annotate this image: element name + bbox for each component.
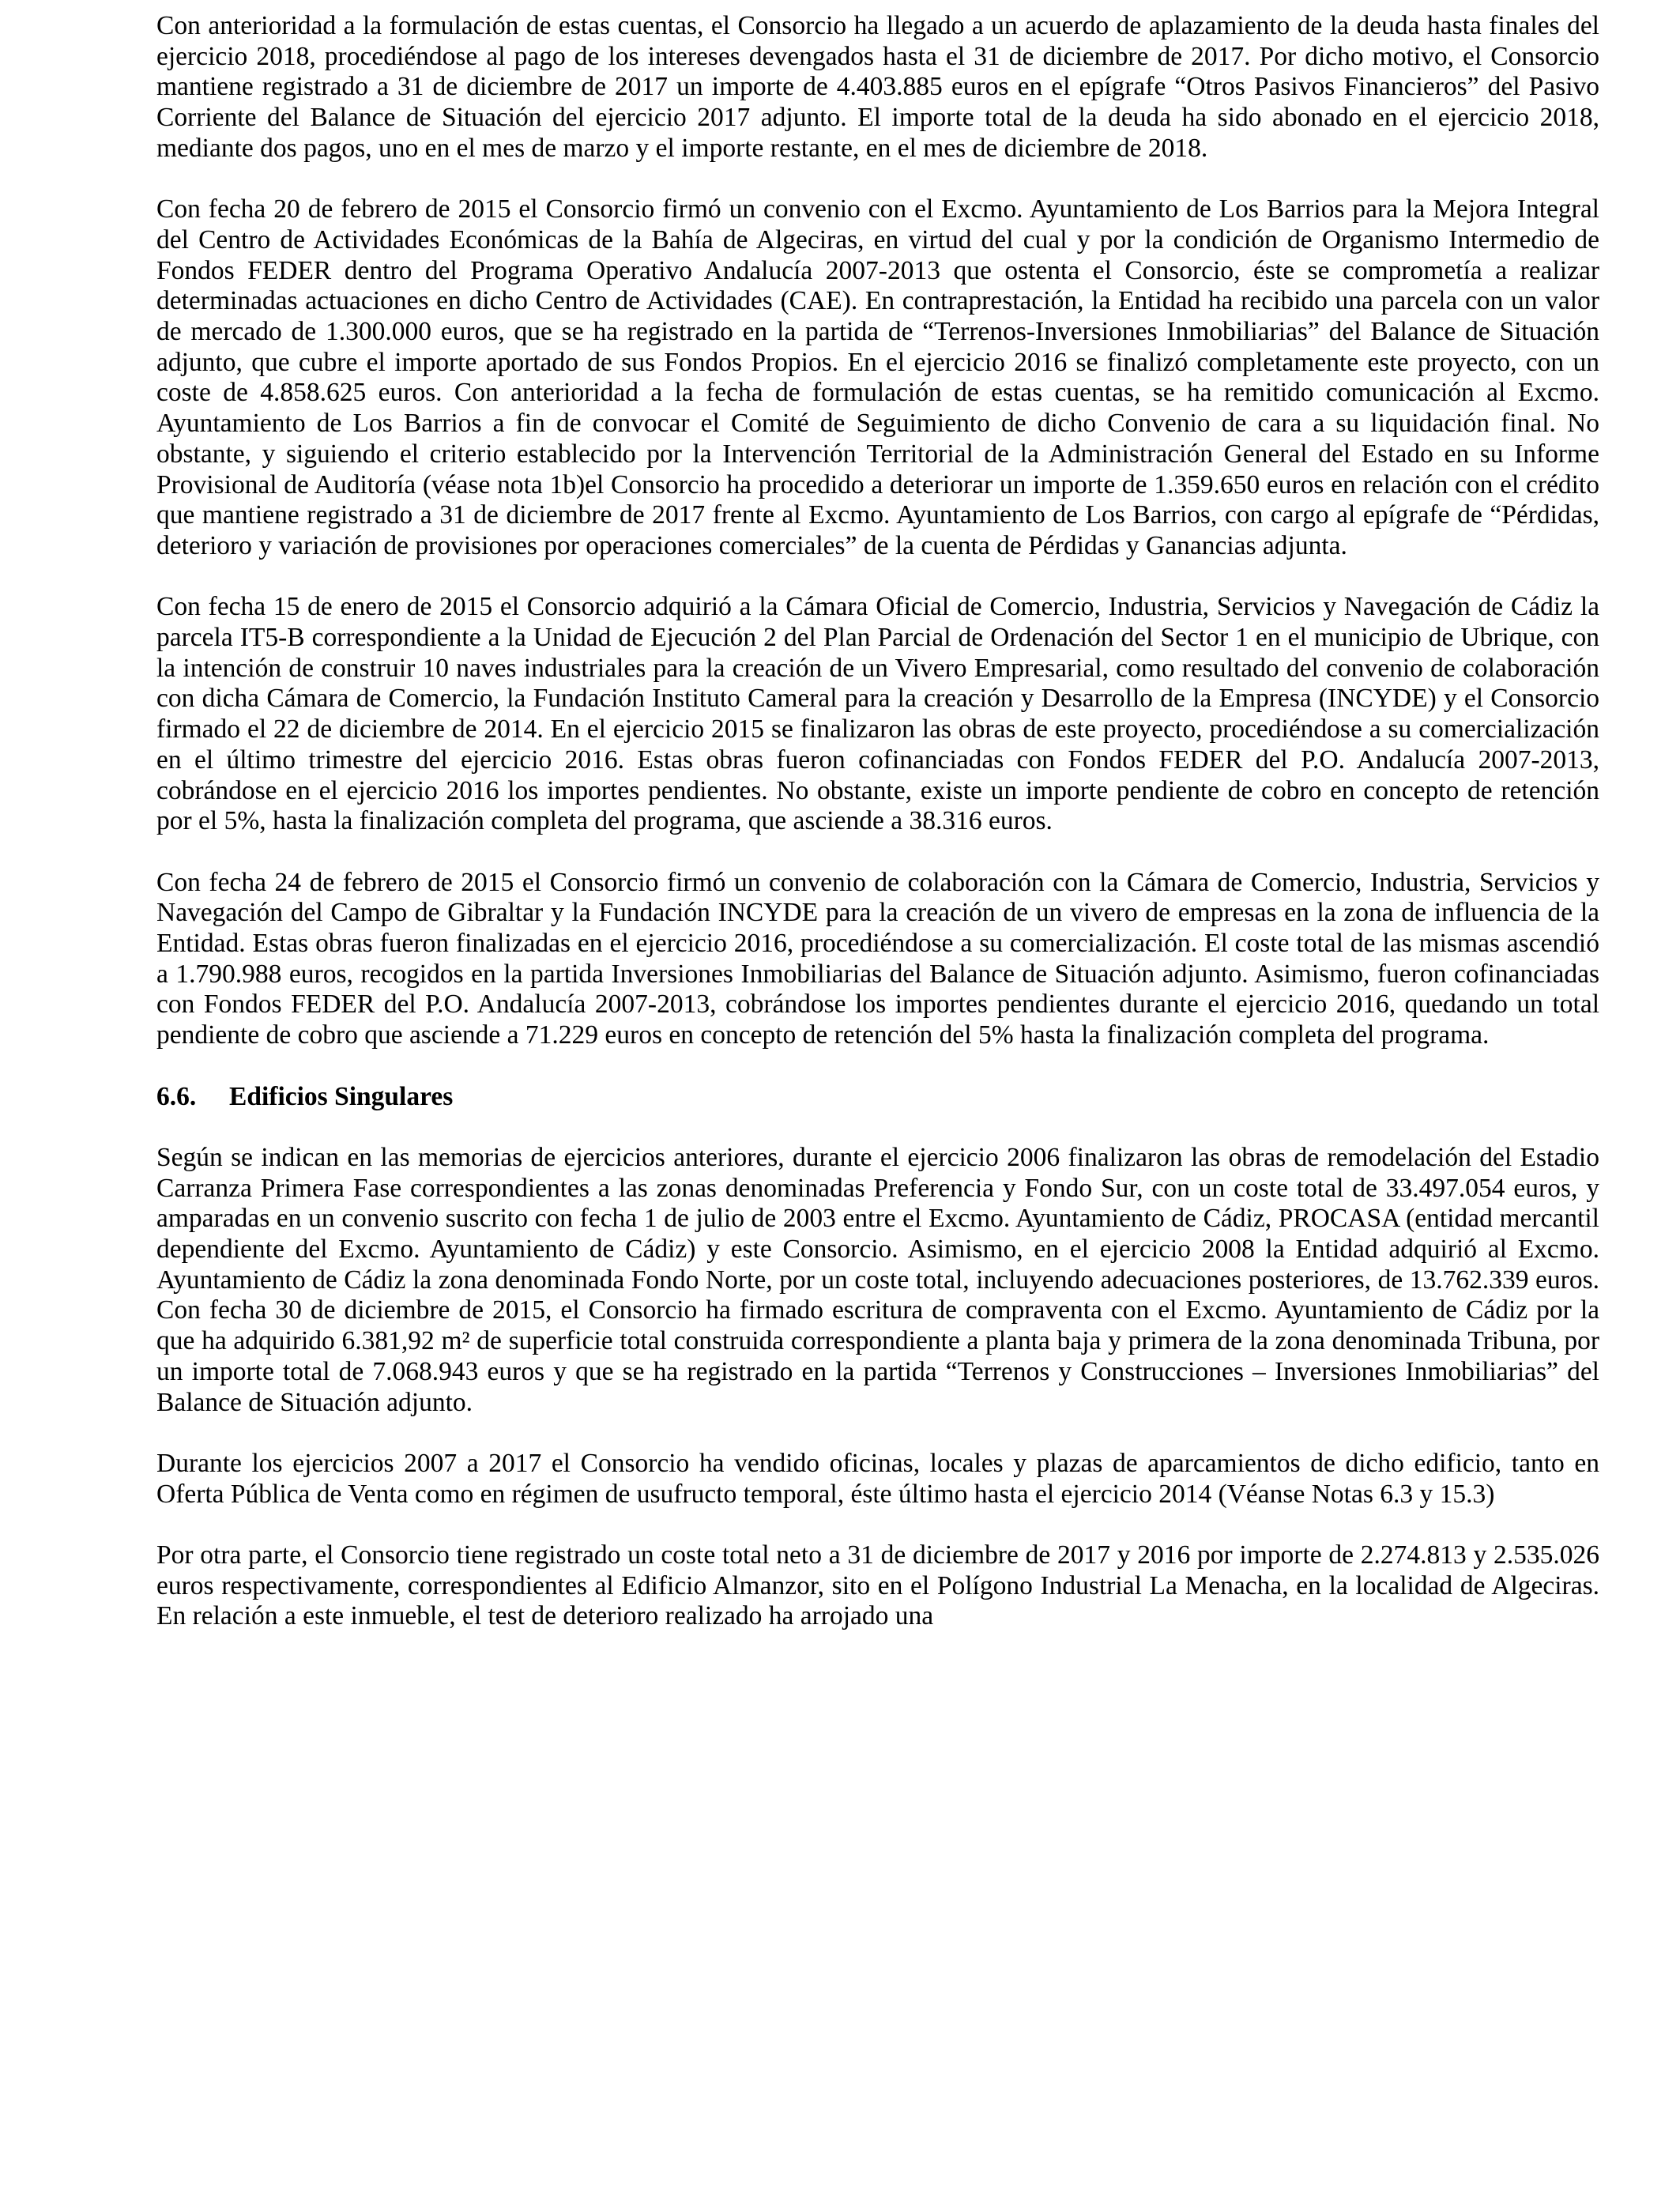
paragraph-almanzor-building: Por otra parte, el Consorcio tiene registrado un coste total neto a 31 de diciembre de 2017 y 2016 por importe de 2.274.813 y 2.535.026 euros respectivamente, correspondientes al Edificio Almanzor, sito en el Polígono Industrial La Menacha, en la localidad de Algeciras. En relación a este inmueble, el test de deterioro realizado ha arrojado una	[156, 1540, 1599, 1631]
paragraph-debt-deferral: Con anterioridad a la formulación de estas cuentas, el Consorcio ha llegado a un acuerdo de aplazamiento de la deuda hasta finales del ejercicio 2018, procediéndose al pago de los intereses devengados hasta el 31 de diciembre de 2017. Por dicho motivo, el Consorcio mantiene registrado a 31 de diciembre de 2017 un importe de 4.403.885 euros en el epígrafe “Otros Pasivos Financieros” del Pasivo Corriente del Balance de Situación del ejercicio 2017 adjunto. El importe total de la deuda ha sido abonado en el ejercicio 2018, mediante dos pagos, uno en el mes de marzo y el importe restante, en el mes de diciembre de 2018.	[156, 11, 1599, 163]
paragraph-carranza-stadium: Según se indican en las memorias de ejercicios anteriores, durante el ejercicio 2006 finalizaron las obras de remodelación del Estadio Carranza Primera Fase correspondientes a las zonas denominadas Preferencia y Fondo Sur, con un coste total de 33.497.054 euros, y amparadas en un convenio suscrito con fecha 1 de julio de 2003 entre el Excmo. Ayuntamiento de Cádiz, PROCASA (entidad mercantil dependiente del Excmo. Ayuntamiento de Cádiz) y este Consorcio. Asimismo, en el ejercicio 2008 la Entidad adquirió al Excmo. Ayuntamiento de Cádiz la zona denominada Fondo Norte, por un coste total, incluyendo adecuaciones posteriores, de 13.762.339 euros. Con fecha 30 de diciembre de 2015, el Consorcio ha firmado escritura de compraventa con el Excmo. Ayuntamiento de Cádiz por la que ha adquirido 6.381,92 m² de superficie total construida correspondiente a planta baja y primera de la zona denominada Tribuna, por un importe total de 7.068.943 euros y que se ha registrado en la partida “Terrenos y Construcciones – Inversiones Inmobiliarias” del Balance de Situación adjunto.	[156, 1142, 1599, 1417]
document-page	[156, 11, 1599, 1663]
section-title: Edificios Singulares	[229, 1081, 454, 1111]
paragraph-sales: Durante los ejercicios 2007 a 2017 el Consorcio ha vendido oficinas, locales y plazas de aparcamientos de dicho edificio, tanto en Oferta Pública de Venta como en régimen de usufructo temporal, éste último hasta el ejercicio 2014 (Véanse Notas 6.3 y 15.3)	[156, 1448, 1599, 1509]
section-heading	[156, 1082, 1599, 1113]
paragraph-los-barrios-agreement: Con fecha 20 de febrero de 2015 el Consorcio firmó un convenio con el Excmo. Ayuntamiento de Los Barrios para la Mejora Integral del Centro de Actividades Económicas de la Bahía de Algeciras, en virtud del cual y por la condición de Organismo Intermedio de Fondos FEDER dentro del Programa Operativo Andalucía 2007-2013 que ostenta el Consorcio, éste se comprometía a realizar determinadas actuaciones en dicho Centro de Actividades (CAE). En contraprestación, la Entidad ha recibido una parcela con un valor de mercado de 1.300.000 euros, que se ha registrado en la partida de “Terrenos-Inversiones Inmobiliarias” del Balance de Situación adjunto, que cubre el importe aportado de sus Fondos Propios. En el ejercicio 2016 se finalizó completamente este proyecto, con un coste de 4.858.625 euros. Con anterioridad a la fecha de formulación de estas cuentas, se ha remitido comunicación al Excmo. Ayuntamiento de Los Barrios a fin de convocar el Comité de Seguimiento de dicho Convenio de cara a su liquidación final. No obstante, y siguiendo el criterio establecido por la Intervención Territorial de la Administración General del Estado en su Informe Provisional de Auditoría (véase nota 1b)el Consorcio ha procedido a deteriorar un importe de 1.359.650 euros en relación con el crédito que mantiene registrado a 31 de diciembre de 2017 frente al Excmo. Ayuntamiento de Los Barrios, con cargo al epígrafe de “Pérdidas, deterioro y variación de provisiones por operaciones comerciales” de la cuenta de Pérdidas y Ganancias adjunta.	[156, 194, 1599, 560]
section-number: 6.6.	[156, 1081, 197, 1111]
paragraph-ubrique-plot: Con fecha 15 de enero de 2015 el Consorcio adquirió a la Cámara Oficial de Comercio, Industria, Servicios y Navegación de Cádiz la parcela IT5-B correspondiente a la Unidad de Ejecución 2 del Plan Parcial de Ordenación del Sector 1 en el municipio de Ubrique, con la intención de construir 10 naves industriales para la creación de un Vivero Empresarial, como resultado del convenio de colaboración con dicha Cámara de Comercio, la Fundación Instituto Cameral para la creación y Desarrollo de la Empresa (INCYDE) y el Consorcio firmado el 22 de diciembre de 2014. En el ejercicio 2015 se finalizaron las obras de este proyecto, procediéndose a su comercialización en el último trimestre del ejercicio 2016. Estas obras fueron cofinanciadas con Fondos FEDER del P.O. Andalucía 2007-2013, cobrándose en el ejercicio 2016 los importes pendientes. No obstante, existe un importe pendiente de cobro en concepto de retención por el 5%, hasta la finalización completa del programa, que asciende a 38.316 euros.	[156, 592, 1599, 836]
paragraph-gibraltar-nursery: Con fecha 24 de febrero de 2015 el Consorcio firmó un convenio de colaboración con la Cámara de Comercio, Industria, Servicios y Navegación del Campo de Gibraltar y la Fundación INCYDE para la creación de un vivero de empresas en la zona de influencia de la Entidad. Estas obras fueron finalizadas en el ejercicio 2016, procediéndose a su comercialización. El coste total de las mismas ascendió a 1.790.988 euros, recogidos en la partida Inversiones Inmobiliarias del Balance de Situación adjunto. Asimismo, fueron cofinanciadas con Fondos FEDER del P.O. Andalucía 2007-2013, cobrándose los importes pendientes durante el ejercicio 2016, quedando un total pendiente de cobro que asciende a 71.229 euros en concepto de retención del 5% hasta la finalización completa del programa.	[156, 867, 1599, 1050]
